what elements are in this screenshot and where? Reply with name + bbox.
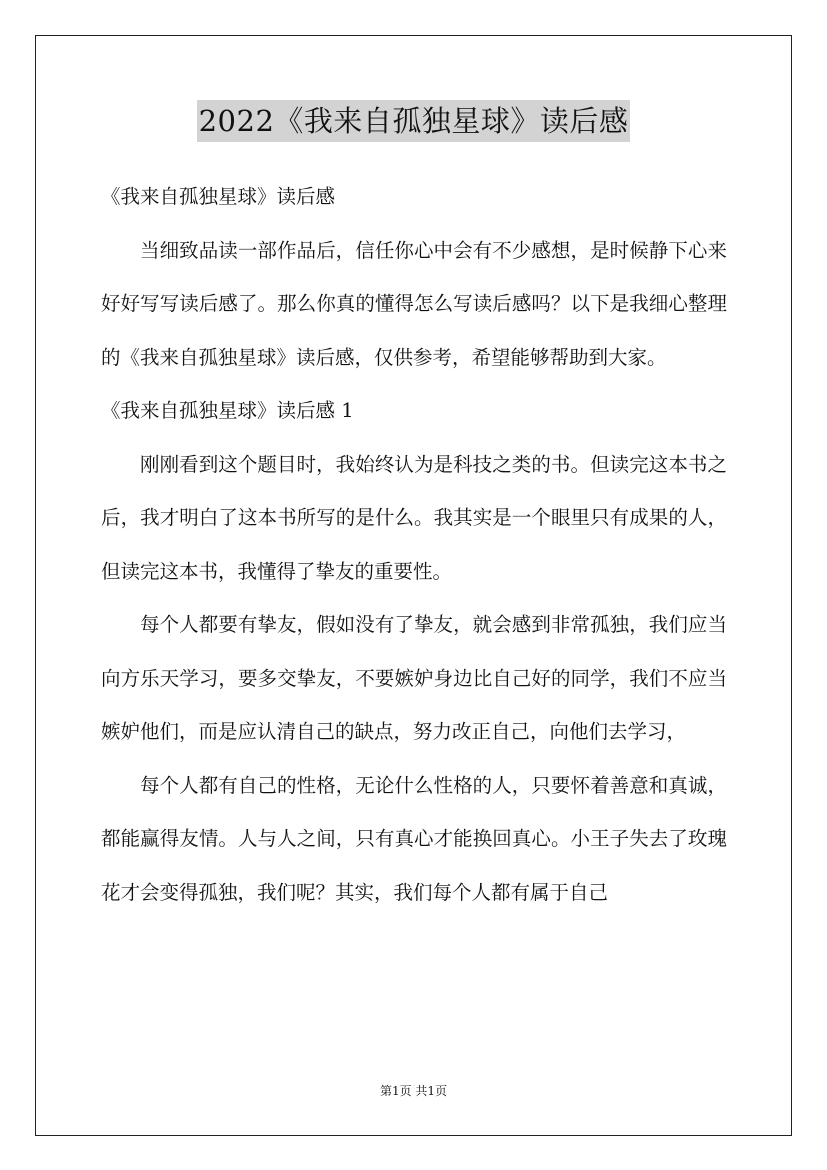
title-container bbox=[0, 100, 827, 142]
section-heading: 《我来自孤独星球》读后感 1 bbox=[101, 399, 354, 422]
document-title: 2022《我来自孤独星球》读后感 bbox=[197, 100, 631, 142]
body-paragraph: 每个人都有自己的性格，无论什么性格的人，只要怀着善意和真诚，都能赢得友情。人与人之间，只有真心才能换回真心。小王子失去了玫瑰花才会变得孤独，我们呢？其实，我们每个人都有属于自己 bbox=[101, 773, 727, 904]
body-paragraph: 当细致品读一部作品后，信任你心中会有不少感想，是时候静下心来好好写写读后感了。那么你真的懂得怎么写读后感吗？以下是我细心整理的《我来自孤独星球》读后感，仅供参考，希望能够帮助到大家。 bbox=[101, 238, 727, 369]
page-number-footer: 第1页 共1页 bbox=[379, 1084, 448, 1098]
body-paragraph: 刚刚看到这个题目时，我始终认为是科技之类的书。但读完这本书之后，我才明白了这本书所写的是什么。我其实是一个眼里只有成果的人，但读完这本书，我懂得了挚友的重要性。 bbox=[101, 452, 727, 583]
section-heading: 《我来自孤独星球》读后感 bbox=[101, 185, 336, 208]
body-paragraph: 每个人都要有挚友，假如没有了挚友，就会感到非常孤独，我们应当向方乐天学习，要多交挚友，不要嫉妒身边比自己好的同学，我们不应当嫉妒他们，而是应认清自己的缺点，努力改正自己，向他们去学习， bbox=[101, 613, 727, 743]
document-body bbox=[101, 170, 727, 919]
